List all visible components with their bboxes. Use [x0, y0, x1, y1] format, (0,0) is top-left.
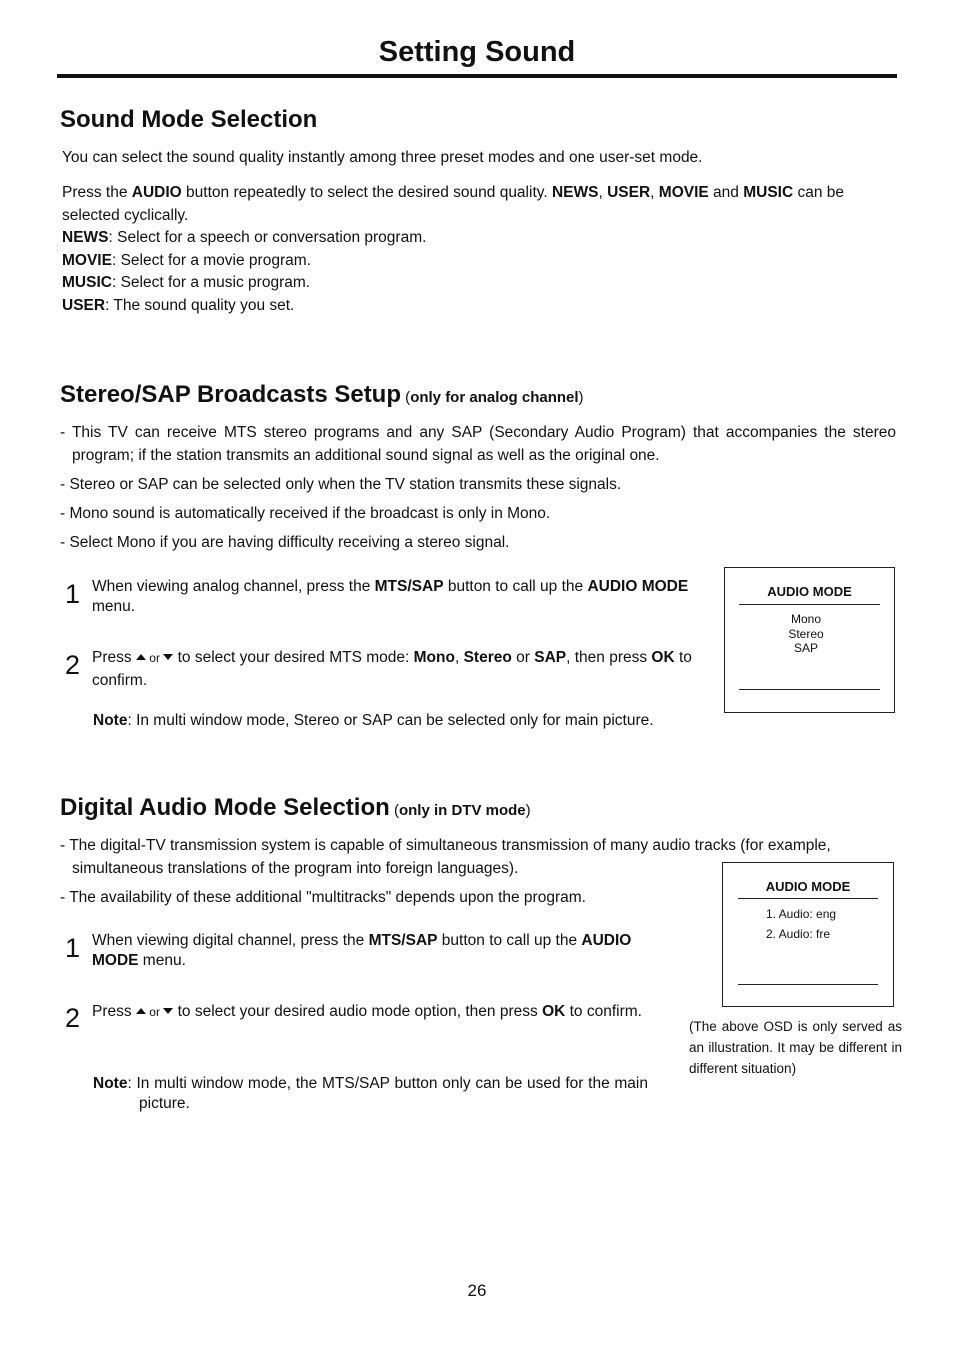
note-text: : In multi window mode, Stereo or SAP can be selected only for main picture.: [127, 712, 654, 729]
text: to confirm.: [92, 649, 692, 689]
digital-bullet: - The availability of these additional "multitracks" depends upon the program.: [60, 889, 586, 906]
step-number: 1: [65, 933, 81, 963]
osd-option: Mono: [790, 612, 822, 626]
mode-mono: Mono: [413, 649, 455, 666]
text: and: [708, 184, 744, 201]
definition-desc: : Select for a movie program.: [111, 251, 311, 269]
text: or: [511, 649, 535, 666]
osd-caption: (The above OSD is only served as an illustration. It may be different in different situation): [689, 1019, 902, 1076]
text: ): [525, 802, 531, 819]
osd-option: 1. Audio: eng: [766, 907, 837, 921]
ok-label: OK: [542, 1003, 566, 1020]
sap-label: SAP: [411, 578, 444, 595]
osd-option-list: [766, 904, 836, 944]
osd-divider: [739, 604, 880, 605]
sound-mode-instructions: [62, 182, 894, 317]
heading-text: Digital Audio Mode Selection: [60, 794, 390, 821]
osd-title: AUDIO MODE: [767, 584, 852, 599]
text: , then press: [566, 649, 652, 666]
note-label: Note: [93, 1075, 128, 1092]
text: (: [401, 389, 411, 406]
mode-sap: SAP: [534, 649, 567, 666]
page-title: Setting Sound: [378, 36, 576, 68]
mode-movie: MOVIE: [658, 184, 709, 201]
text: ): [578, 389, 584, 406]
stereo-bullet: - Mono sound is automatically received if the broadcast is only in Mono.: [60, 505, 551, 522]
note-label: Note: [93, 712, 128, 729]
down-arrow-icon: [163, 654, 173, 660]
ok-label: OK: [651, 649, 675, 666]
digital-heading: [60, 794, 531, 822]
text: (: [389, 802, 399, 819]
text: Press: [92, 1003, 136, 1020]
step-number: 1: [65, 579, 81, 609]
text: When viewing analog channel, press the: [92, 578, 375, 595]
osd-title: AUDIO MODE: [765, 879, 851, 894]
text: or: [145, 651, 164, 665]
text: Press: [92, 649, 136, 666]
stereo-bullet: - Stereo or SAP can be selected only when the TV station transmits these signals.: [60, 476, 622, 493]
audio-mode-label: AUDIO MODE: [587, 578, 689, 595]
heading-note: only for analog channel: [410, 389, 579, 406]
text: /: [407, 578, 412, 595]
step-number: 2: [65, 650, 81, 680]
text: menu.: [92, 598, 136, 615]
digital-bullet: - The digital-TV transmission system is capable of simultaneous transmission of many audio tracks (for example, simultaneous translations of the program into foreign languages).: [60, 837, 831, 877]
step-number: 2: [65, 1003, 81, 1033]
audio-button-label: AUDIO: [131, 184, 182, 201]
stereo-bullet: - Select Mono if you are having difficulty receiving a stereo signal.: [60, 534, 510, 551]
text: ,: [598, 184, 608, 201]
up-arrow-icon: [136, 1008, 146, 1014]
text: menu.: [138, 952, 186, 969]
audio-mode-osd: [722, 862, 894, 1007]
text: ,: [454, 649, 464, 666]
stereo-heading: [60, 381, 584, 409]
digital-note: [93, 1074, 648, 1114]
digital-step-2: [92, 1001, 692, 1024]
sap-label: SAP: [405, 932, 438, 949]
osd-divider: [739, 689, 880, 690]
osd-divider: [738, 898, 878, 899]
mts-label: MTS: [374, 578, 408, 595]
text: Press the: [62, 184, 132, 201]
mode-news: NEWS: [551, 184, 599, 201]
text: to select your desired audio mode option, then press: [173, 1003, 543, 1020]
osd-option-list: [725, 612, 887, 656]
mode-music: MUSIC: [743, 184, 794, 201]
definition-desc: : Select for a speech or conversation program.: [108, 229, 427, 246]
page-number: 26: [467, 1281, 487, 1300]
definition-term: NEWS: [62, 229, 109, 246]
text: can be selected cyclically.: [62, 184, 845, 224]
osd-option: Stereo: [788, 626, 824, 641]
sound-mode-heading: Sound Mode Selection: [60, 106, 318, 133]
heading-note: only in DTV mode: [398, 802, 526, 819]
mode-definition: [62, 295, 894, 318]
stereo-note: [93, 710, 723, 733]
definition-desc: : Select for a music program.: [111, 274, 311, 291]
osd-option: 2. Audio: fre: [766, 927, 831, 941]
down-arrow-icon: [163, 1008, 173, 1014]
text: When viewing digital channel, press the: [92, 932, 369, 949]
up-arrow-icon: [136, 654, 146, 660]
text: button repeatedly to select the desired sound quality.: [181, 184, 552, 201]
mode-definition: [62, 250, 894, 273]
definition-term: MOVIE: [62, 251, 112, 269]
text: or: [145, 1005, 164, 1019]
text: button to call up the: [443, 578, 588, 595]
mode-definition: [62, 272, 894, 295]
digital-step-1: [92, 931, 682, 971]
audio-mode-label: AUDIO MODE: [92, 932, 632, 969]
mode-definition: [62, 227, 894, 250]
heading-text: Stereo/SAP Broadcasts Setup: [60, 381, 402, 408]
mode-stereo: Stereo: [463, 649, 512, 666]
osd-option: SAP: [793, 641, 818, 655]
mts-label: MTS: [368, 932, 402, 949]
osd-divider: [738, 984, 878, 985]
text: ,: [650, 184, 659, 201]
title-divider: [57, 74, 897, 78]
text: to select your desired MTS mode:: [173, 649, 414, 666]
text: to confirm.: [565, 1003, 642, 1020]
sound-mode-intro: You can select the sound quality instantly among three preset modes and one user-set mode.: [62, 149, 703, 166]
text: /: [401, 932, 406, 949]
note-text: : In multi window mode, the MTS/SAP button only can be used for the main picture.: [127, 1075, 648, 1112]
definition-term: MUSIC: [62, 274, 112, 291]
text: button to call up the: [437, 932, 582, 949]
audio-mode-osd: [724, 567, 895, 713]
stereo-step-1: [92, 577, 692, 617]
mode-user: USER: [607, 184, 651, 201]
stereo-bullet: - This TV can receive MTS stereo programs and any SAP (Secondary Audio Program) that accompanies the stereo program; if the station transmits an additional sound signal as well as the original one.: [60, 424, 896, 464]
definition-desc: : The sound quality you set.: [105, 296, 295, 314]
stereo-step-2: [92, 647, 692, 692]
definition-term: USER: [62, 296, 106, 314]
